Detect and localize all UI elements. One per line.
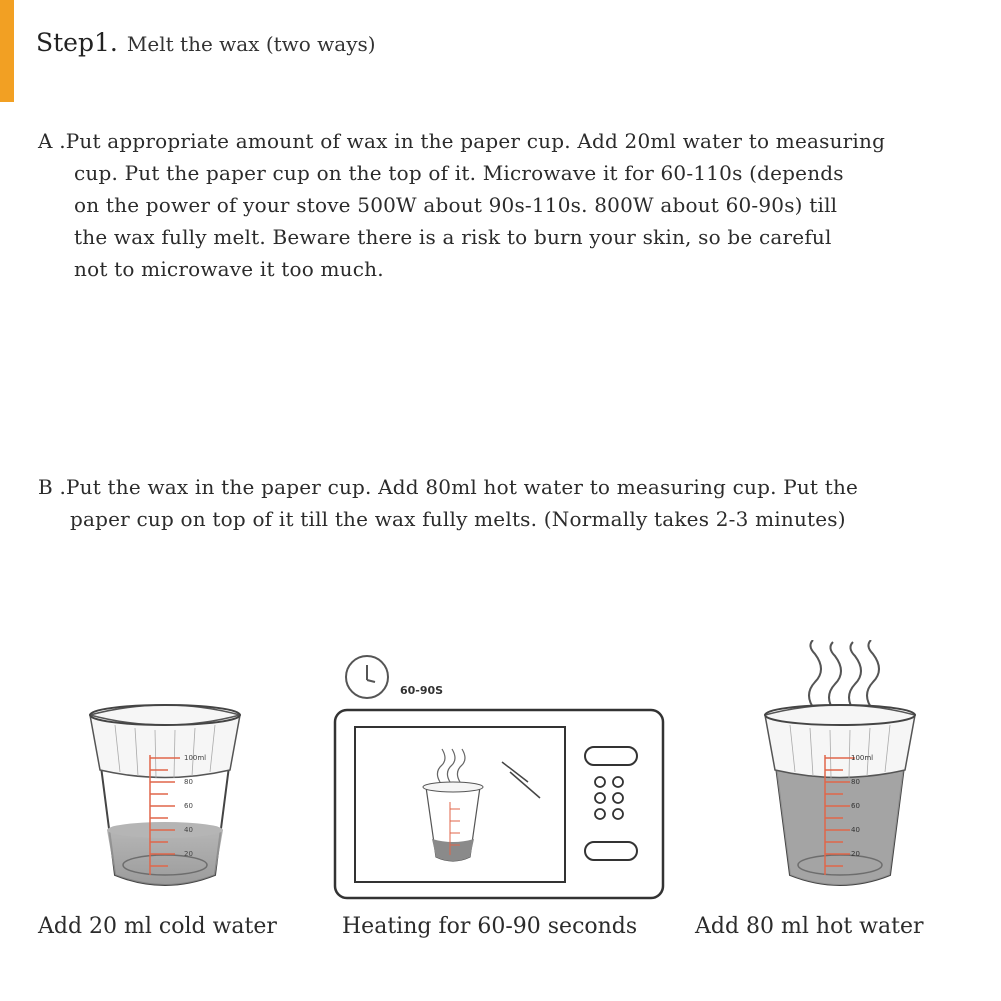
- step-number: Step1.: [36, 28, 118, 57]
- method-a-line: the wax fully melt. Beware there is a risk to burn your skin, so be careful: [74, 225, 832, 249]
- scale-label: 100ml: [851, 754, 874, 762]
- scale-label: 80: [184, 778, 193, 786]
- scale-label: 60: [184, 802, 193, 810]
- cold-water-cup-illustration: [80, 690, 250, 900]
- scale-label: 80: [851, 778, 860, 786]
- scale-label: 20: [851, 850, 860, 858]
- method-a-paragraph: [38, 125, 885, 285]
- steam-icon: [809, 640, 879, 712]
- method-a-line: cup. Put the paper cup on the top of it. Microwave it for 60-110s (depends: [74, 161, 844, 185]
- method-b-line: paper cup on top of it till the wax fully melts. (Normally takes 2-3 minutes): [70, 507, 846, 531]
- scale-label: 60: [851, 802, 860, 810]
- microwave-illustration: [330, 652, 670, 902]
- method-a-line: not to microwave it too much.: [74, 257, 384, 281]
- method-b-line: B .Put the wax in the paper cup. Add 80ml hot water to measuring cup. Put the: [38, 475, 859, 499]
- step-title: Melt the wax (two ways): [126, 32, 376, 56]
- hot-water-cup-illustration: [755, 640, 925, 900]
- accent-bar: [0, 0, 14, 102]
- clock-icon: [346, 656, 388, 698]
- method-a-line: on the power of your stove 500W about 90s-110s. 800W about 60-90s) till: [74, 193, 838, 217]
- scale-label: 40: [184, 826, 193, 834]
- scale-label: 40: [851, 826, 860, 834]
- method-a-line: A .Put appropriate amount of wax in the paper cup. Add 20ml water to measuring: [38, 129, 886, 153]
- timer-label: 60-90S: [400, 684, 444, 697]
- scale-label: 20: [184, 850, 193, 858]
- caption-cold-water: Add 20 ml cold water: [38, 914, 277, 939]
- caption-heating: Heating for 60-90 seconds: [342, 914, 638, 939]
- caption-hot-water: Add 80 ml hot water: [695, 914, 924, 939]
- step-heading: [36, 28, 376, 57]
- method-b-paragraph: [38, 471, 858, 535]
- scale-label: 100ml: [184, 754, 207, 762]
